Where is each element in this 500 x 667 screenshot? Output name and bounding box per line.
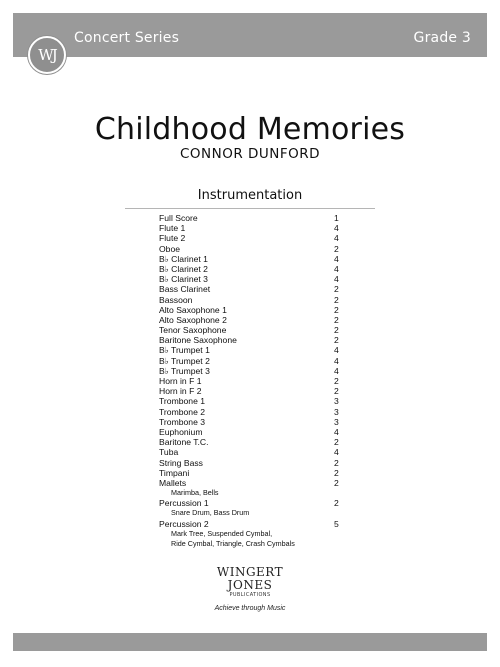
instrument-name: Horn in F 2 xyxy=(159,386,202,397)
instrument-row xyxy=(159,427,349,437)
instrument-quantity: 2 xyxy=(334,243,339,254)
instrument-row xyxy=(159,335,349,345)
instrument-quantity: 2 xyxy=(334,376,339,386)
instrumentation-heading: Instrumentation xyxy=(197,188,303,203)
instrument-name: B♭ Clarinet 2 xyxy=(159,263,208,274)
piece-title: Childhood Memories xyxy=(94,112,406,148)
instrument-name: B♭ Trumpet 2 xyxy=(159,355,210,366)
instrument-name: Oboe xyxy=(159,243,181,254)
publisher-name-line1: WINGERT xyxy=(216,565,284,579)
instrument-name: Bass Clarinet xyxy=(159,284,211,295)
instrument-name: B♭ Clarinet 1 xyxy=(159,253,208,264)
instrument-name: Percussion 1 xyxy=(159,498,209,509)
instrument-name: Full Score xyxy=(159,213,198,223)
instrument-name: Mallets xyxy=(159,477,187,488)
instrument-name: B♭ Trumpet 3 xyxy=(159,365,210,376)
instrument-name: Trombone 2 xyxy=(159,406,206,417)
instrument-name: String Bass xyxy=(159,457,203,468)
instrument-quantity: 4 xyxy=(334,355,339,366)
instrument-row xyxy=(159,233,349,243)
instrument-quantity: 2 xyxy=(334,457,339,468)
instrument-note xyxy=(159,488,349,498)
instrument-note xyxy=(159,539,349,549)
publisher-sub: PUBLICATIONS xyxy=(229,592,271,598)
instrument-quantity: 4 xyxy=(334,345,339,356)
header-bar xyxy=(13,13,487,57)
instrument-row xyxy=(159,407,349,417)
instrument-quantity: 4 xyxy=(334,365,339,376)
instrument-name: Alto Saxophone 1 xyxy=(159,304,227,315)
instrument-name: Trombone 1 xyxy=(159,396,206,407)
instrument-quantity: 3 xyxy=(334,396,339,407)
instrument-row xyxy=(159,264,349,274)
instrument-row xyxy=(159,315,349,325)
instrument-row xyxy=(159,458,349,468)
instrument-quantity: 2 xyxy=(334,325,339,336)
instrument-name: Tuba xyxy=(159,447,179,458)
instrument-quantity: 2 xyxy=(334,335,339,346)
instrument-row xyxy=(159,478,349,488)
instrument-row xyxy=(159,254,349,264)
instrument-row xyxy=(159,345,349,355)
footer-bar xyxy=(13,633,487,651)
composer-name: CONNOR DUNFORD xyxy=(179,146,321,162)
instrument-name: Snare Drum, Bass Drum xyxy=(171,508,250,518)
instrument-quantity: 4 xyxy=(334,447,339,458)
publisher-tagline: Achieve through Music xyxy=(214,605,286,612)
instrument-name: Baritone T.C. xyxy=(159,437,209,448)
instrument-row xyxy=(159,244,349,254)
instrument-quantity: 4 xyxy=(334,253,339,264)
instrument-name: B♭ Clarinet 3 xyxy=(159,274,208,285)
instrument-quantity: 3 xyxy=(334,406,339,417)
grade-label: Grade 3 xyxy=(413,30,471,46)
instrument-row xyxy=(159,295,349,305)
instrument-row xyxy=(159,437,349,447)
instrument-name: Trombone 3 xyxy=(159,416,206,427)
instrument-quantity: 3 xyxy=(334,416,339,427)
instrument-note xyxy=(159,508,349,518)
instrumentation-divider xyxy=(125,208,375,209)
instrumentation-list xyxy=(159,213,349,549)
instrument-row xyxy=(159,498,349,508)
instrument-quantity: 2 xyxy=(334,314,339,325)
wj-logo-text: WJ xyxy=(38,46,56,64)
instrument-row xyxy=(159,386,349,396)
instrument-name: Mark Tree, Suspended Cymbal, xyxy=(171,528,273,538)
instrument-quantity: 4 xyxy=(334,263,339,274)
instrument-quantity: 5 xyxy=(334,518,339,529)
instrument-name: Marimba, Bells xyxy=(171,488,219,498)
instrument-quantity: 2 xyxy=(334,498,339,509)
instrument-quantity: 2 xyxy=(334,437,339,448)
instrument-row xyxy=(159,284,349,294)
instrument-row xyxy=(159,396,349,406)
publisher-logo xyxy=(0,566,500,612)
instrument-row xyxy=(159,519,349,529)
instrument-row xyxy=(159,468,349,478)
instrument-quantity: 2 xyxy=(334,304,339,315)
instrument-quantity: 2 xyxy=(334,284,339,295)
instrument-name: Bassoon xyxy=(159,294,193,305)
instrument-name: Baritone Saxophone xyxy=(159,335,237,346)
instrument-name: Horn in F 1 xyxy=(159,376,202,386)
instrument-row xyxy=(159,356,349,366)
instrument-note xyxy=(159,529,349,539)
instrument-row xyxy=(159,325,349,335)
instrument-quantity: 4 xyxy=(334,426,339,437)
publisher-name-line2: JONES xyxy=(227,578,273,592)
instrument-row xyxy=(159,305,349,315)
wj-logo-icon xyxy=(28,36,66,74)
instrument-row xyxy=(159,274,349,284)
instrument-row xyxy=(159,417,349,427)
instrument-row xyxy=(159,376,349,386)
instrument-quantity: 2 xyxy=(334,477,339,488)
instrument-row xyxy=(159,447,349,457)
instrument-quantity: 2 xyxy=(334,294,339,305)
instrument-name: Timpani xyxy=(159,467,190,478)
instrument-name: Alto Saxophone 2 xyxy=(159,314,227,325)
instrument-name: Percussion 2 xyxy=(159,518,209,529)
instrument-quantity: 4 xyxy=(334,274,339,285)
instrument-quantity: 4 xyxy=(334,233,339,244)
instrument-name: Ride Cymbal, Triangle, Crash Cymbals xyxy=(171,539,295,548)
instrument-name: Flute 1 xyxy=(159,223,186,234)
instrument-quantity: 1 xyxy=(334,213,339,223)
instrument-name: Euphonium xyxy=(159,426,203,437)
instrument-quantity: 2 xyxy=(334,386,339,397)
instrument-quantity: 4 xyxy=(334,223,339,234)
instrument-row xyxy=(159,223,349,233)
instrument-row xyxy=(159,366,349,376)
instrument-name: Flute 2 xyxy=(159,233,186,244)
instrument-name: B♭ Trumpet 1 xyxy=(159,345,210,356)
instrument-name: Tenor Saxophone xyxy=(159,325,227,336)
instrument-quantity: 2 xyxy=(334,467,339,478)
series-label: Concert Series xyxy=(74,30,180,46)
instrument-row xyxy=(159,213,349,223)
